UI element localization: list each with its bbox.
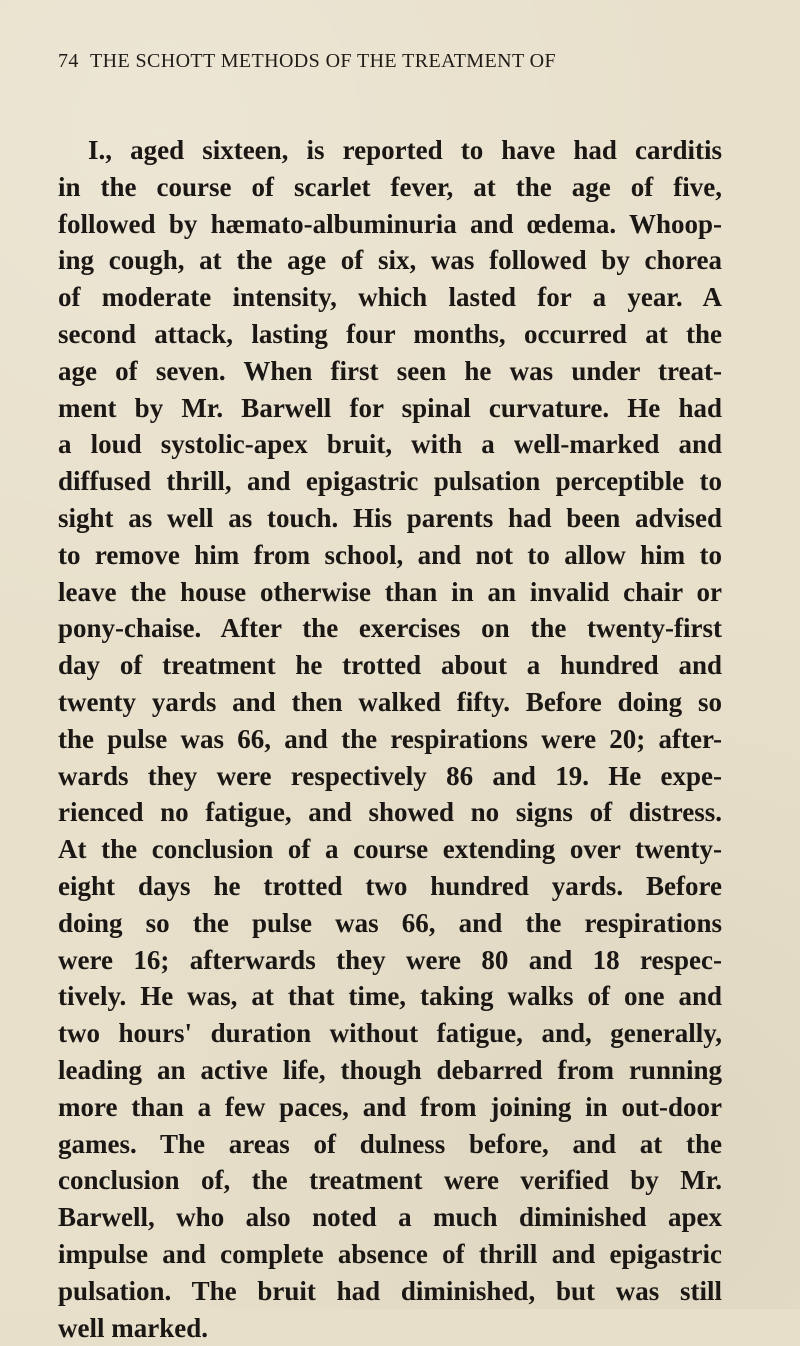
text-line: day of treatment he trotted about a hundred and bbox=[58, 647, 722, 684]
text-line: conclusion of, the treatment were verified by Mr. bbox=[58, 1162, 722, 1199]
text-line: impulse and complete absence of thrill and epigastric bbox=[58, 1236, 722, 1273]
text-line: twenty yards and then walked fifty. Before doing so bbox=[58, 684, 722, 721]
running-head bbox=[58, 50, 724, 80]
text-line: diffused thrill, and epigastric pulsation perceptible to bbox=[58, 463, 722, 500]
text-line: tively. He was, at that time, taking walks of one and bbox=[58, 978, 722, 1015]
text-line: sight as well as touch. His parents had been advised bbox=[58, 500, 722, 537]
text-line: pony-chaise. After the exercises on the twenty-first bbox=[58, 610, 722, 647]
text-line: ing cough, at the age of six, was followed by chorea bbox=[58, 242, 722, 279]
text-line: two hours' duration without fatigue, and, generally, bbox=[58, 1015, 722, 1052]
page-number: 74 bbox=[58, 50, 79, 73]
text-line: games. The areas of dulness before, and at the bbox=[58, 1126, 722, 1163]
text-line: followed by hæmato-albuminuria and œdema. Whoop- bbox=[58, 206, 722, 243]
text-line-last: well marked. bbox=[58, 1310, 722, 1346]
text-line: eight days he trotted two hundred yards. Before bbox=[58, 868, 722, 905]
text-line: to remove him from school, and not to allow him to bbox=[58, 537, 722, 574]
text-line: leading an active life, though debarred from running bbox=[58, 1052, 722, 1089]
text-line: I., aged sixteen, is reported to have had carditis bbox=[58, 132, 722, 169]
text-line: leave the house otherwise than in an invalid chair or bbox=[58, 574, 722, 611]
running-title: THE SCHOTT METHODS OF THE TREATMENT OF bbox=[90, 50, 556, 73]
text-line: age of seven. When first seen he was under treat- bbox=[58, 353, 722, 390]
body-paragraph bbox=[58, 132, 722, 1346]
text-line: of moderate intensity, which lasted for a year. A bbox=[58, 279, 722, 316]
text-line: more than a few paces, and from joining in out-door bbox=[58, 1089, 722, 1126]
text-line: second attack, lasting four months, occurred at the bbox=[58, 316, 722, 353]
text-line: a loud systolic-apex bruit, with a well-marked and bbox=[58, 426, 722, 463]
text-line: wards they were respectively 86 and 19. He expe- bbox=[58, 758, 722, 795]
text-line: were 16; afterwards they were 80 and 18 respec- bbox=[58, 942, 722, 979]
text-line: doing so the pulse was 66, and the respirations bbox=[58, 905, 722, 942]
text-line: rienced no fatigue, and showed no signs of distress. bbox=[58, 794, 722, 831]
text-line: the pulse was 66, and the respirations were 20; after- bbox=[58, 721, 722, 758]
text-line: ment by Mr. Barwell for spinal curvature. He had bbox=[58, 390, 722, 427]
text-line: Barwell, who also noted a much diminished apex bbox=[58, 1199, 722, 1236]
text-line: At the conclusion of a course extending over twenty- bbox=[58, 831, 722, 868]
text-line: in the course of scarlet fever, at the age of five, bbox=[58, 169, 722, 206]
text-line: pulsation. The bruit had diminished, but was still bbox=[58, 1273, 722, 1310]
